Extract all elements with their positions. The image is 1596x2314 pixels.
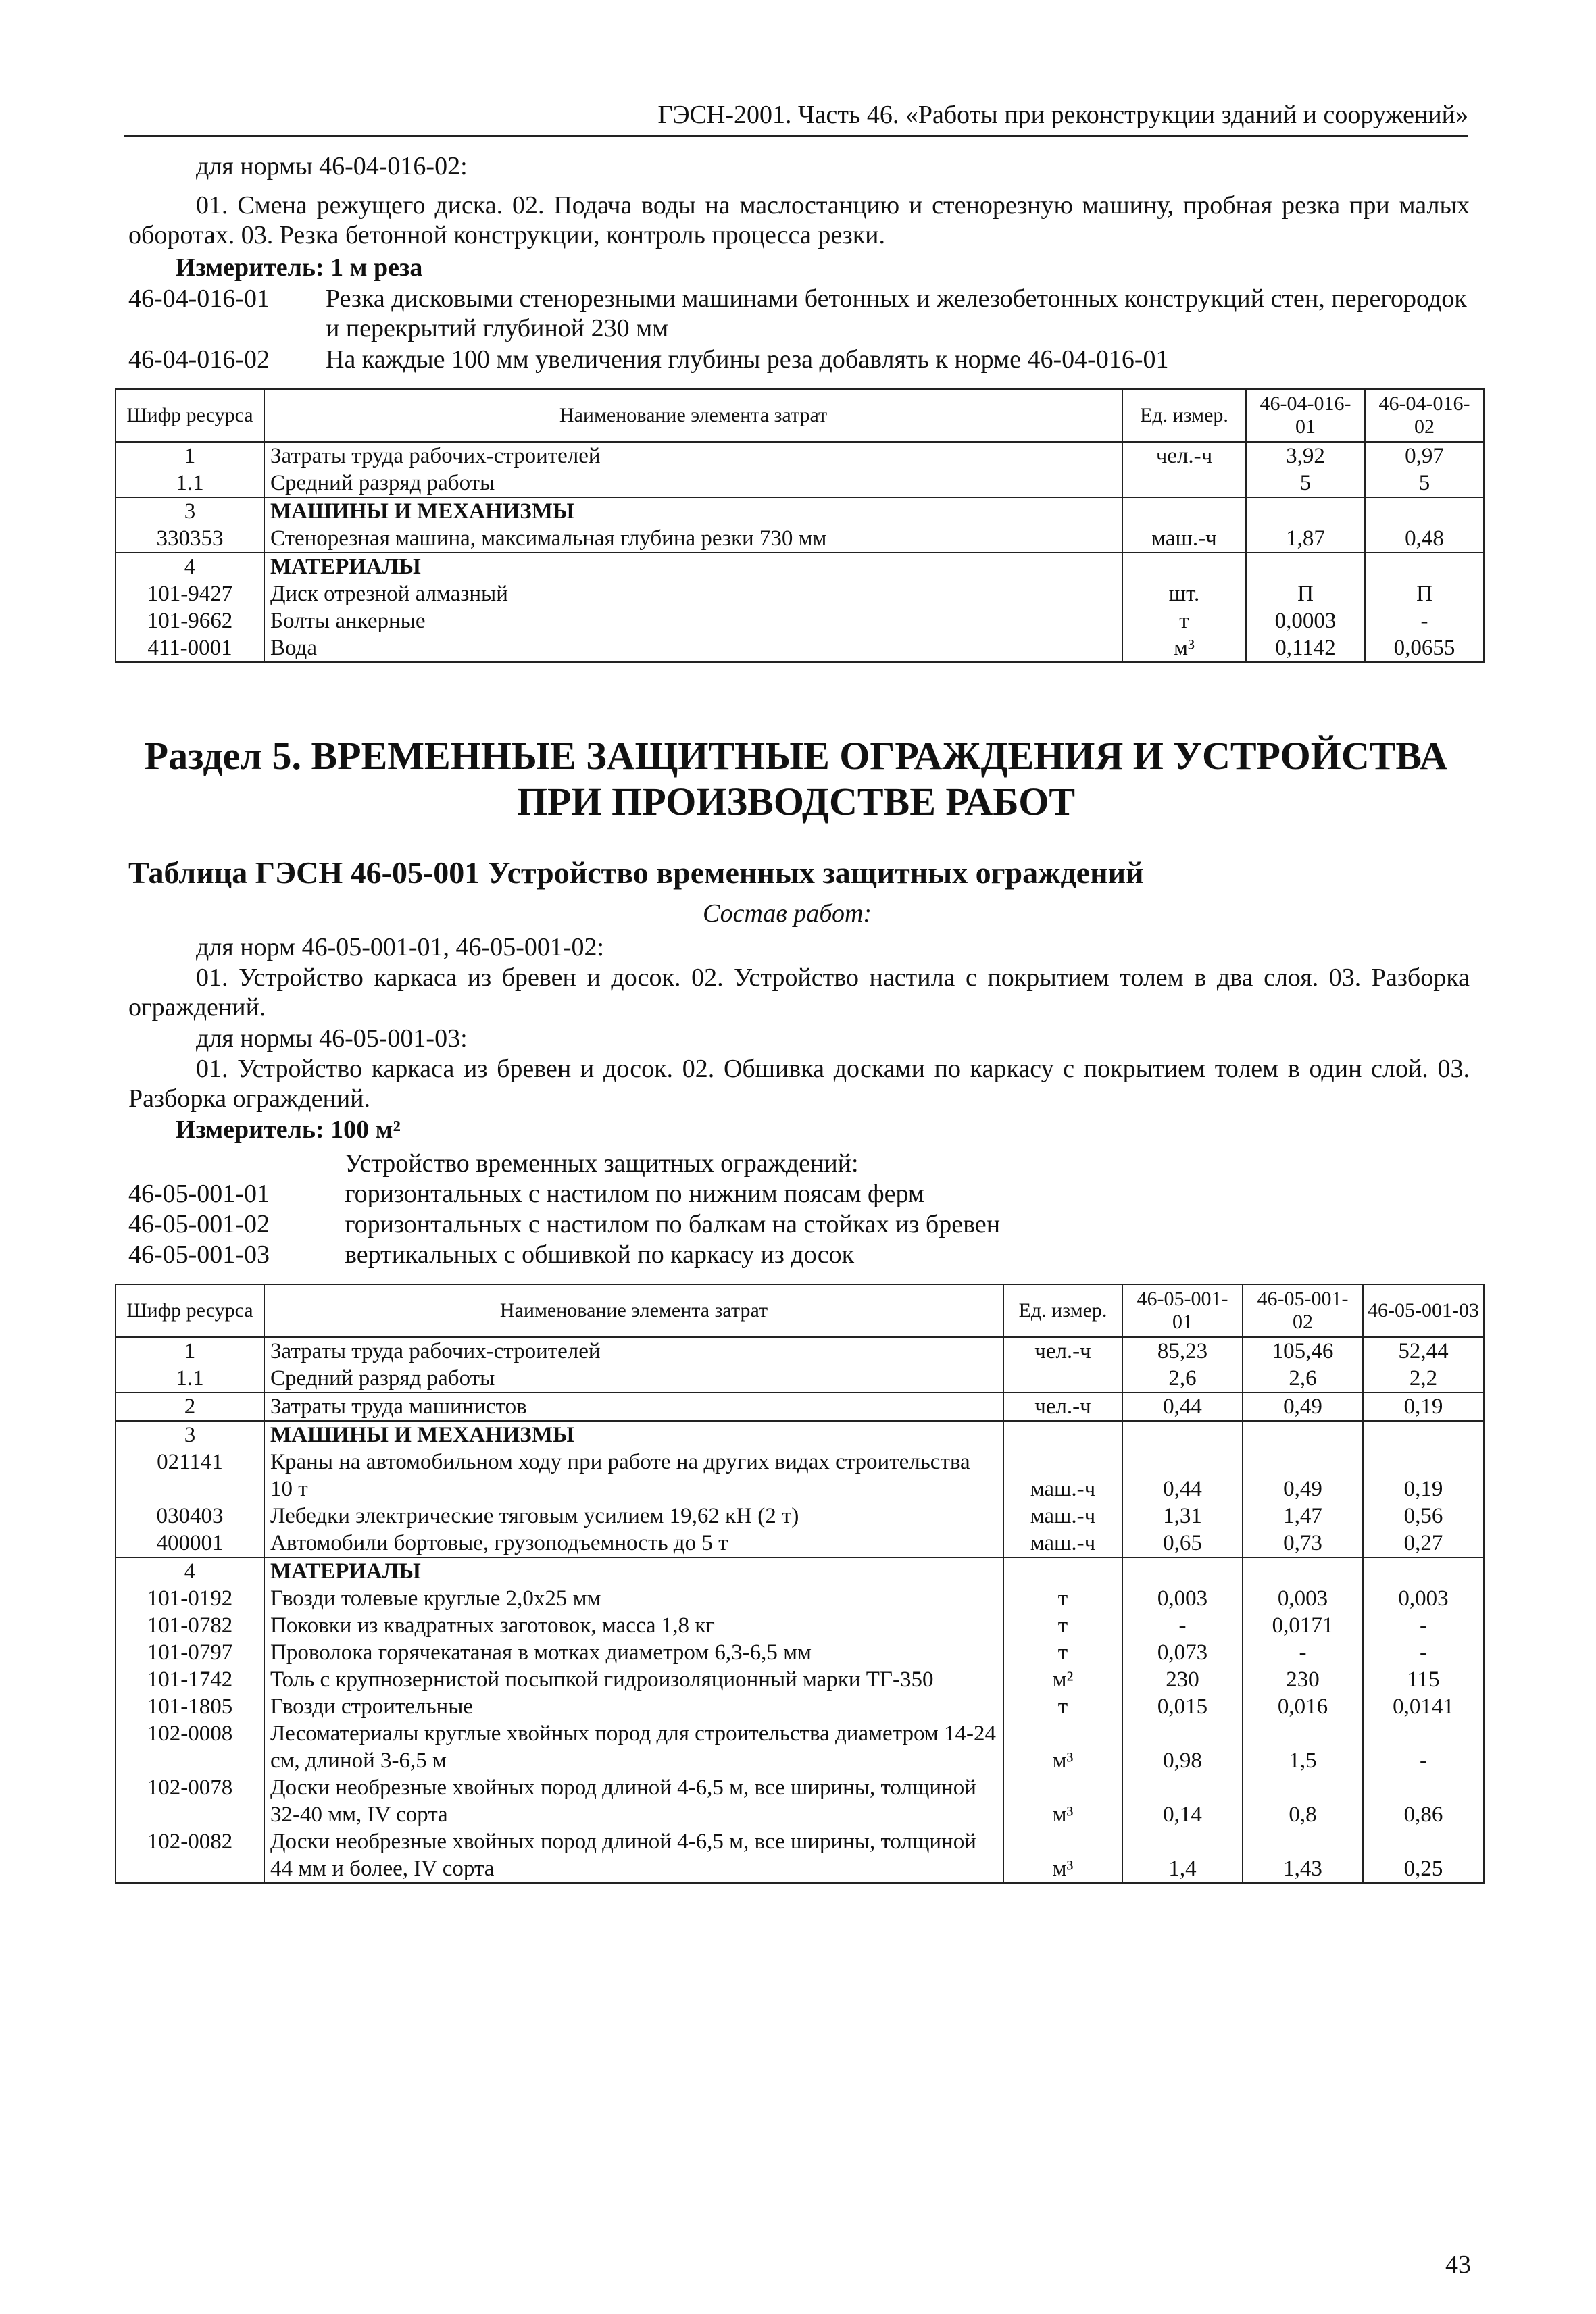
norm-code: 46-04-016-02 — [128, 345, 270, 374]
resource-code-cell: 101-0797 — [116, 1639, 264, 1666]
unit-cell: м³ — [1003, 1774, 1122, 1828]
norm-description: вертикальных с обшивкой по каркасу из досок — [345, 1240, 855, 1269]
norm-value-cell: 5 — [1365, 470, 1484, 497]
norm-value-cell: 115 — [1363, 1666, 1484, 1693]
resource-code-cell: 1 — [116, 442, 264, 470]
norm-value-cell: 0,48 — [1365, 525, 1484, 553]
resource-table-2 — [115, 1284, 1485, 1884]
table-row — [116, 1365, 1484, 1392]
for-norm-label: для нормы 46-04-016-02: — [196, 152, 468, 180]
norm-code: 46-04-016-01 — [128, 284, 270, 313]
norm-value-cell: 0,8 — [1243, 1774, 1363, 1828]
cost-element-cell: Лебедки электрические тяговым усилием 19,62 кН (2 т) — [264, 1503, 1003, 1530]
resource-code-cell: 102-0078 — [116, 1774, 264, 1828]
group-row — [116, 1557, 1484, 1585]
cost-element-cell: Стенорезная машина, максимальная глубина резки 730 мм — [264, 525, 1122, 553]
norm-value-cell — [1363, 1557, 1484, 1585]
table-row — [116, 1828, 1484, 1883]
norm-value-cell: 0,44 — [1122, 1392, 1243, 1421]
unit-cell: чел.-ч — [1003, 1392, 1122, 1421]
table-header-row — [116, 1284, 1484, 1337]
norm-value-cell — [1365, 497, 1484, 525]
table-title: Таблица ГЭСН 46-05-001 Устройство временных защитных ограждений — [128, 855, 1144, 890]
cost-element-cell: Проволока горячекатаная в мотках диаметром 6,3-6,5 мм — [264, 1639, 1003, 1666]
group-row — [116, 1421, 1484, 1449]
norm-value-cell: 0,0003 — [1246, 607, 1365, 634]
cost-element-cell: Затраты труда рабочих-строителей — [264, 442, 1122, 470]
unit-cell: т — [1003, 1639, 1122, 1666]
group-row — [116, 497, 1484, 525]
norm-value-cell — [1246, 497, 1365, 525]
resource-code-cell: 101-9662 — [116, 607, 264, 634]
norm-value-cell: 52,44 — [1363, 1337, 1484, 1365]
norms-intro: Устройство временных защитных ограждений: — [345, 1149, 859, 1178]
unit-cell: м³ — [1003, 1720, 1122, 1774]
resource-code-cell: 101-0192 — [116, 1585, 264, 1612]
norm-description: На каждые 100 мм увеличения глубины реза добавлять к норме 46-04-016-01 — [326, 345, 1169, 374]
resource-code-cell: 3 — [116, 497, 264, 525]
resource-code-cell: 411-0001 — [116, 634, 264, 662]
unit-cell: т — [1003, 1585, 1122, 1612]
table-row — [116, 1720, 1484, 1774]
resource-code-cell: 400001 — [116, 1530, 264, 1557]
norm-value-cell: 105,46 — [1243, 1337, 1363, 1365]
column-header: Шифр ресурса — [116, 1284, 264, 1337]
norm-value-cell: 0,015 — [1122, 1693, 1243, 1720]
norm-value-cell: - — [1363, 1612, 1484, 1639]
norm-value-cell: 3,92 — [1246, 442, 1365, 470]
norm-value-cell: 230 — [1122, 1666, 1243, 1693]
table-row — [116, 1774, 1484, 1828]
norm-value-cell: 0,44 — [1122, 1449, 1243, 1503]
norm-value-cell: 0,14 — [1122, 1774, 1243, 1828]
norm-value-cell: 0,98 — [1122, 1720, 1243, 1774]
table-row — [116, 1666, 1484, 1693]
resource-code-cell: 1.1 — [116, 470, 264, 497]
unit-cell: маш.-ч — [1003, 1449, 1122, 1503]
norm-value-cell: 0,1142 — [1246, 634, 1365, 662]
resource-code-cell: 3 — [116, 1421, 264, 1449]
operations-text: 01. Смена режущего диска. 02. Подача воды на маслостанцию и стенорезную машину, пробная резка при малых оборотах. 03. Резка бетонной конструкции, контроль процесса резки. — [128, 191, 1470, 249]
column-header: Наименование элемента затрат — [264, 389, 1122, 442]
cost-element-cell: МАШИНЫ И МЕХАНИЗМЫ — [264, 497, 1122, 525]
norm-value-cell: 1,31 — [1122, 1503, 1243, 1530]
unit-cell — [1122, 497, 1246, 525]
column-header: 46-05-001-03 — [1363, 1284, 1484, 1337]
norm-value-cell: 0,49 — [1243, 1449, 1363, 1503]
group-row — [116, 1337, 1484, 1365]
resource-code-cell: 021141 — [116, 1449, 264, 1503]
norm-value-cell — [1243, 1421, 1363, 1449]
norm-value-cell: 0,56 — [1363, 1503, 1484, 1530]
unit-cell — [1003, 1557, 1122, 1585]
norm-description: горизонтальных с настилом по нижним поясам ферм — [345, 1180, 924, 1208]
group-row — [116, 442, 1484, 470]
norm-value-cell — [1122, 1557, 1243, 1585]
norm-code: 46-05-001-03 — [128, 1240, 270, 1269]
column-header: 46-05-001-02 — [1243, 1284, 1363, 1337]
norm-value-cell: 0,073 — [1122, 1639, 1243, 1666]
table-row — [116, 1639, 1484, 1666]
cost-element-cell: МАШИНЫ И МЕХАНИЗМЫ — [264, 1421, 1003, 1449]
column-header: Шифр ресурса — [116, 389, 264, 442]
table-row — [116, 1612, 1484, 1639]
unit-cell: м³ — [1122, 634, 1246, 662]
operations-text: 01. Устройство каркаса из бревен и досок. 02. Устройство настила с покрытием толем в два слоя. 03. Разборка ограждений. — [128, 963, 1470, 1022]
resource-code-cell: 101-1742 — [116, 1666, 264, 1693]
cost-element-cell: Доски необрезные хвойных пород длиной 4-6,5 м, все ширины, толщиной 32-40 мм, IV сорта — [264, 1774, 1003, 1828]
cost-element-cell: Доски необрезные хвойных пород длиной 4-6,5 м, все ширины, толщиной 44 мм и более, IV сорта — [264, 1828, 1003, 1883]
table-row — [116, 580, 1484, 607]
norm-value-cell — [1122, 1421, 1243, 1449]
norm-value-cell: 0,003 — [1122, 1585, 1243, 1612]
running-header: ГЭСН-2001. Часть 46. «Работы при реконструкции зданий и сооружений» — [124, 100, 1468, 137]
composition-label: Состав работ: — [703, 899, 872, 928]
group-row — [116, 1392, 1484, 1421]
column-header: 46-04-016-02 — [1365, 389, 1484, 442]
measure-label: Измеритель: 1 м реза — [176, 253, 423, 282]
for-norms-label: для норм 46-05-001-01, 46-05-001-02: — [196, 933, 605, 961]
norm-value-cell: П — [1365, 580, 1484, 607]
unit-cell — [1122, 470, 1246, 497]
norm-value-cell: - — [1365, 607, 1484, 634]
norm-value-cell: 0,49 — [1243, 1392, 1363, 1421]
unit-cell — [1003, 1421, 1122, 1449]
unit-cell: т — [1122, 607, 1246, 634]
table-row — [116, 1449, 1484, 1503]
norm-value-cell: 0,003 — [1363, 1585, 1484, 1612]
cost-element-cell: Автомобили бортовые, грузоподъемность до 5 т — [264, 1530, 1003, 1557]
norm-value-cell: - — [1243, 1639, 1363, 1666]
unit-cell: т — [1003, 1693, 1122, 1720]
column-header: Ед. измер. — [1003, 1284, 1122, 1337]
cost-element-cell: Гвозди строительные — [264, 1693, 1003, 1720]
norm-value-cell: 1,4 — [1122, 1828, 1243, 1883]
for-norm-label: для нормы 46-05-001-03: — [196, 1024, 468, 1053]
unit-cell: т — [1003, 1612, 1122, 1639]
table-row — [116, 525, 1484, 553]
norm-value-cell: П — [1246, 580, 1365, 607]
cost-element-cell: Лесоматериалы круглые хвойных пород для строительства диаметром 14-24 см, длиной 3-6,5 м — [264, 1720, 1003, 1774]
norm-value-cell: 1,43 — [1243, 1828, 1363, 1883]
resource-code-cell: 1.1 — [116, 1365, 264, 1392]
norm-value-cell: 0,016 — [1243, 1693, 1363, 1720]
table-row — [116, 1693, 1484, 1720]
unit-cell — [1003, 1365, 1122, 1392]
unit-cell: чел.-ч — [1003, 1337, 1122, 1365]
resource-code-cell: 030403 — [116, 1503, 264, 1530]
norm-value-cell: - — [1122, 1612, 1243, 1639]
unit-cell: шт. — [1122, 580, 1246, 607]
resource-code-cell: 102-0082 — [116, 1828, 264, 1883]
cost-element-cell: Диск отрезной алмазный — [264, 580, 1122, 607]
table-row — [116, 1503, 1484, 1530]
norm-value-cell — [1365, 553, 1484, 580]
resource-code-cell: 101-1805 — [116, 1693, 264, 1720]
operations-text: 01. Устройство каркаса из бревен и досок. 02. Обшивка досками по каркасу с покрытием толем в один слой. 03. Разборка ограждений. — [128, 1055, 1470, 1113]
norm-value-cell: - — [1363, 1720, 1484, 1774]
resource-code-cell: 102-0008 — [116, 1720, 264, 1774]
norm-value-cell: 0,0171 — [1243, 1612, 1363, 1639]
norm-value-cell: 0,86 — [1363, 1774, 1484, 1828]
resource-code-cell: 1 — [116, 1337, 264, 1365]
cost-element-cell: МАТЕРИАЛЫ — [264, 553, 1122, 580]
column-header: Ед. измер. — [1122, 389, 1246, 442]
norm-value-cell: 2,2 — [1363, 1365, 1484, 1392]
cost-element-cell: Толь с крупнозернистой посыпкой гидроизоляционный марки ТГ-350 — [264, 1666, 1003, 1693]
resource-code-cell: 330353 — [116, 525, 264, 553]
cost-element-cell: Краны на автомобильном ходу при работе на других видах строительства 10 т — [264, 1449, 1003, 1503]
norm-value-cell: 0,65 — [1122, 1530, 1243, 1557]
cost-element-cell: Болты анкерные — [264, 607, 1122, 634]
norm-value-cell: 0,25 — [1363, 1828, 1484, 1883]
norm-value-cell: 1,5 — [1243, 1720, 1363, 1774]
cost-element-cell: Поковки из квадратных заготовок, масса 1,8 кг — [264, 1612, 1003, 1639]
norm-code: 46-05-001-02 — [128, 1210, 270, 1238]
cost-element-cell: МАТЕРИАЛЫ — [264, 1557, 1003, 1585]
norm-value-cell: 0,003 — [1243, 1585, 1363, 1612]
unit-cell: маш.-ч — [1003, 1530, 1122, 1557]
norm-value-cell: 0,19 — [1363, 1392, 1484, 1421]
cost-element-cell: Средний разряд работы — [264, 1365, 1003, 1392]
table-header-row — [116, 389, 1484, 442]
norm-value-cell: 230 — [1243, 1666, 1363, 1693]
page-number: 43 — [1445, 2250, 1471, 2279]
column-header: Наименование элемента затрат — [264, 1284, 1003, 1337]
norm-value-cell: 2,6 — [1243, 1365, 1363, 1392]
norm-value-cell: 85,23 — [1122, 1337, 1243, 1365]
resource-code-cell: 2 — [116, 1392, 264, 1421]
cost-element-cell: Затраты труда машинистов — [264, 1392, 1003, 1421]
table-row — [116, 470, 1484, 497]
table-row — [116, 634, 1484, 662]
norm-value-cell: 0,0655 — [1365, 634, 1484, 662]
resource-code-cell: 101-0782 — [116, 1612, 264, 1639]
section-title: Раздел 5. ВРЕМЕННЫЕ ЗАЩИТНЫЕ ОГРАЖДЕНИЯ И УСТРОЙСТВА — [144, 734, 1448, 778]
column-header: 46-04-016-01 — [1246, 389, 1365, 442]
unit-cell: чел.-ч — [1122, 442, 1246, 470]
unit-cell: м² — [1003, 1666, 1122, 1693]
norm-value-cell: 5 — [1246, 470, 1365, 497]
resource-code-cell: 101-9427 — [116, 580, 264, 607]
unit-cell: м³ — [1003, 1828, 1122, 1883]
resource-code-cell: 4 — [116, 1557, 264, 1585]
norm-value-cell: - — [1363, 1639, 1484, 1666]
norm-value-cell: 0,97 — [1365, 442, 1484, 470]
norm-value-cell — [1363, 1421, 1484, 1449]
unit-cell — [1122, 553, 1246, 580]
norm-value-cell: 2,6 — [1122, 1365, 1243, 1392]
table-row — [116, 1585, 1484, 1612]
cost-element-cell: Гвозди толевые круглые 2,0х25 мм — [264, 1585, 1003, 1612]
norm-value-cell: 1,47 — [1243, 1503, 1363, 1530]
norm-value-cell: 1,87 — [1246, 525, 1365, 553]
table-row — [116, 1530, 1484, 1557]
table-row — [116, 607, 1484, 634]
unit-cell: маш.-ч — [1003, 1503, 1122, 1530]
norm-value-cell: 0,27 — [1363, 1530, 1484, 1557]
cost-element-cell: Средний разряд работы — [264, 470, 1122, 497]
column-header: 46-05-001-01 — [1122, 1284, 1243, 1337]
measure-label: Измеритель: 100 м² — [176, 1115, 401, 1144]
section-title-cont: ПРИ ПРОИЗВОДСТВЕ РАБОТ — [516, 780, 1076, 824]
unit-cell: маш.-ч — [1122, 525, 1246, 553]
norm-value-cell: 0,0141 — [1363, 1693, 1484, 1720]
norm-description: горизонтальных с настилом по балкам на стойках из бревен — [345, 1210, 1001, 1238]
norm-value-cell — [1243, 1557, 1363, 1585]
cost-element-cell: Затраты труда рабочих-строителей — [264, 1337, 1003, 1365]
resource-code-cell: 4 — [116, 553, 264, 580]
resource-table-1 — [115, 388, 1485, 663]
norm-description: Резка дисковыми стенорезными машинами бетонных и железобетонных конструкций стен, перегородок и перекрытий глубиной 230 мм — [326, 284, 1467, 343]
group-row — [116, 553, 1484, 580]
cost-element-cell: Вода — [264, 634, 1122, 662]
norm-value-cell: 0,19 — [1363, 1449, 1484, 1503]
norm-code: 46-05-001-01 — [128, 1180, 270, 1208]
norm-value-cell — [1246, 553, 1365, 580]
norm-value-cell: 0,73 — [1243, 1530, 1363, 1557]
